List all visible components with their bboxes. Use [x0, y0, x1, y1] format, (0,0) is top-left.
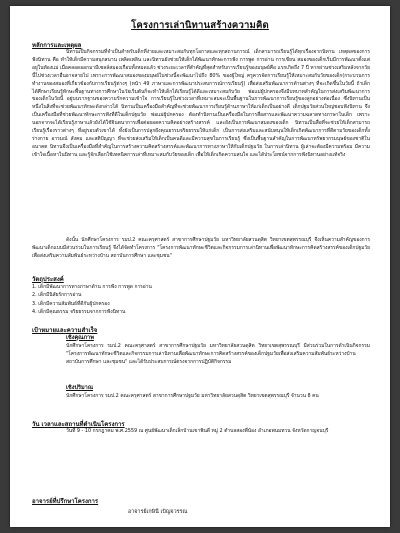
background-heading: หลักการและเหตุผล — [32, 42, 82, 49]
background-text: นิทานเป็นกิจกรรมที่จำเป็นสำหรับเด็กที่ง่ายและเหมาะสมกับทุกโอกาสและทุกสถานการณ์ เด็กสามารถเรียนรู้ได้ทุกเรื่องจากนิทาน เหตุผลของการฟังนิทาน คือ ทำให้เด็กมีความสนุกสนาน เพลิดเพลิน และนิทานยังช่วยให้เด็กได้พัฒนาทักษะการฟัง การพูด การอ่าน การเขียน สมองของเด็กเริ่มมีการพัฒนาตั้งแต่อยู่ในท้องแม่ เมื่อคลอดออกมามีเซลล์สมองเกือบทั้งหมดแล้ว ช่วงระยะเวลาที่สำคัญที่สุดสำหรับการเรียนรู้ของมนุษย์คือ แรกเกิดถึง 7 ปี หากผ่านช่วงเสริมหลังจากวัยนี้ไปช่วงเวลาอื่นอาจสายไป เพราะการพัฒนาสมองของมนุษย์ในช่วงนี้จะพัฒนาไปถึง 80% ของผู้ใหญ่ ครูควรจัดการเรียนรู้ให้เหมาะสมกับวัยของเด็ก(กระบวนการทำงานของสมองที่เกี่ยวข้องกับการเรียนรู้ต่างๆ (หน้า 49 ภาษาและการพัฒนาประสบการณ์การเรียนรู้) เพื่อส่งเสริมพัฒนาการด้านต่างๆ ที่จะเกิดขึ้นในวัยนี้ ถ้าเด็กได้ศึกษาเรียนรู้ทักษะพื้นฐานทางการศึกษาในวัยเริ่มต้นก็จะทำให้เด็กได้เรียนรู้ได้ดีและเหมาะสมกับวัย พ่อแม่ผู้ปกครองจึงมีบทบาทสำคัญในการส่งเสริมพัฒนาการของเด็กในวัยนี้ อยู่บนรากฐานของความรักความเข้าใจ การเรียนรู้ในช่วงเวลาที่เหมาะสมจะเป็นพื้นฐานในการพัฒนาการเรียนรู้ของลูกอย่างต่อเนื่อง ซึ่งนิทานเป็นหนึ่งในสิ่งที่จะช่วยพัฒนาทักษะดังกล่าวได้ นิทานเป็นเครื่องมือสำคัญที่จะช่วยพัฒนาการเรียนรู้ด้านภาษาให้แก่เด็กเป็นอย่างดี เด็กปฐมวัยส่วนใหญ่ชอบฟังนิทาน จึงเป็นเครื่องมือที่ช่วยพัฒนาทักษะการฟังที่ดีในเด็กปฐมวัย พ่อแม่ผู้ปกครอง ต้องทำนิทานเป็นเครื่องมือในการสื่อสารและพัฒนาความฉลาดทางภาษาในเด็ก เพราะนอกจากจะได้เรียนรู้ภาษาแล้วยังได้ใช้จินตนาการเพื่อต่อยอดความคิดอย่างสร้างสรรค์ และยังเป็นการพัฒนาสมองของเด็ก นิทานเป็นสื่อที่จะช่วยให้เด็กสามารถเรียนรู้เรื่องราวต่างๆ ที่อยู่รอบตัวเขาได้ ทั้งยังเป็นการปลูกฝังคุณธรรมจริยธรรมให้แก่เด็ก เป็นการส่งเสริมและสนับสนุนให้เด็กเกิดพัฒนาการที่ดีตามวัยของเด็กทั้งร่างกาย อารมณ์ สังคม และสติปัญญา ที่จะช่วยส่งเสริมให้เด็กเป็นคนดีและมีความสุขในการเรียนรู้ ซึ่งเป็นพื้นฐานสำคัญในการพัฒนาทรัพยากรมนุษย์ของชาติในอนาคต นิทานจึงเป็นเครื่องมือที่สำคัญในการสร้างความคิดสร้างสรรค์และพัฒนาการทางภาษาให้กับเด็กปฐมวัย ในการเล่านิทาน ผู้เล่าจะต้องมีความพร้อม มีความเข้าใจเนื้อหาในนิทาน และรู้จักเลือกใช้เทคนิคการเล่าที่เหมาะสมกับวัยของเด็ก เพื่อให้เด็กเกิดความสนใจ และได้ประโยชน์จากการฟังนิทานอย่างแท้จริง — [32, 49, 370, 158]
objective-item: 4. เด็กมีคุณธรรม จริยธรรมจากการฟังนิทาน — [32, 308, 126, 315]
objectives-heading: วัตถุประสงค์ — [32, 276, 64, 283]
document-title: โครงการเล่านิทานสร้างความคิด — [131, 20, 269, 31]
goals-heading: เป้าหมายและความสำเร็จ — [32, 327, 98, 334]
objectives-list — [32, 283, 370, 316]
background-paragraph — [32, 49, 370, 160]
objective-item: 3. เด็กมีความสัมพันธ์ที่ดีกับผู้ปกครอง — [32, 300, 110, 307]
background-closing — [32, 237, 370, 261]
schedule-heading: วัน เวลาและสถานที่ดำเนินโครงการ — [32, 421, 125, 428]
quantity-text: นักศึกษาโครงการ รมป.2 คณะครุศาสตร์ สาขาการศึกษาปฐมวัย มหาวิทยาลัยสวนดุสิต วิทยาเขตสุพรรณบุรี จำนวน 8 คน — [66, 393, 319, 399]
quantity-heading: เชิงปริมาณ — [66, 385, 94, 391]
objective-item: 2. เด็กมีนิสัยรักการอ่าน — [32, 292, 82, 299]
advisor-heading: อาจารย์ที่ปรึกษาโครงการ — [32, 498, 99, 505]
schedule-text: วันที่ 9 - 10 กรกฎาคม พ.ศ.2559 ณ ศูนย์พัฒนาเด็กเล็กบ้านเขาพินดี หมู่ 2 ตำบลสองพี่น้อง อำเภอพนมทวน จังหวัดกาญจนบุรี — [66, 428, 329, 434]
quality-text: นักศึกษาโครงการ รมป.2 คณะครุศาสตร์ สาขาการศึกษาปฐมวัย มหาวิทยาลัยสวนดุสิต วิทยาเขตสุพรรณบุรี มีส่วนร่วมในการดำเนินกิจกรรม "โครงการพัฒนาทักษะชีวิตและกิจกรรมการเล่านิทานเพื่อพัฒนาทักษะการคิดสร้างสรรค์ของเด็กปฐมวัยเพื่อส่งเสริมความสัมพันธ์ระหว่างบ้าน สถาบันการศึกษา และชุมชน" และได้รับประสบการณ์ตรงจากการปฏิบัติกิจกรรม — [66, 343, 370, 365]
quality-heading: เชิงคุณภาพ — [66, 335, 94, 341]
document-page — [10, 6, 390, 527]
objective-item: 1. เด็กมีพัฒนาการทางภาษาด้าน การฟัง การพูด การอ่าน — [32, 284, 152, 290]
background-closing-text: ดังนั้น นักศึกษาโครงการ รมป.2 คณะครุศาสตร์ สาขาการศึกษาปฐมวัย มหาวิทยาลัยสวนดุสิต วิทยาเขตสุพรรณบุรี จึงเห็นความสำคัญของการพัฒนาเด็กแบบมีส่วนร่วมในการเรียนรู้ จึงได้จัดทำโครงการ "โครงการพัฒนาทักษะชีวิตและกิจกรรมการเล่านิทานเพื่อพัฒนาทักษะการคิดสร้างสรรค์ของเด็กปฐมวัย เพื่อส่งเสริมความสัมพันธ์ระหว่างบ้าน สถาบันการศึกษา และชุมชน" — [32, 237, 370, 259]
advisor-name: อาจารย์เกษินี เบิญจวรรณ — [128, 509, 188, 515]
